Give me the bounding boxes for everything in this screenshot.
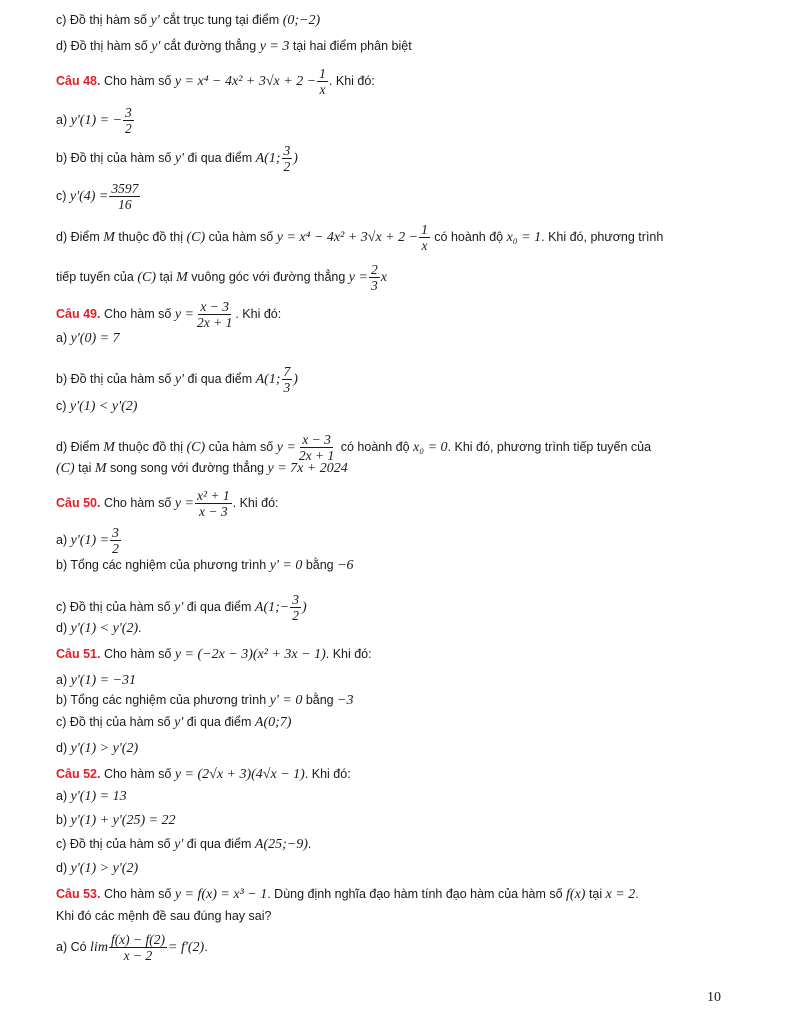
text-segment: c) Đồ thị của hàm số [56,837,175,851]
numerator: 1 [421,222,428,237]
text-line [56,592,307,623]
math-expression: y'(0) = 7 [70,331,120,346]
text-segment: tại [74,461,95,475]
numerator: x² + 1 [196,488,230,503]
text-line [56,12,320,29]
math-expression: = f'(2) [168,939,205,955]
text-segment: của hàm số [205,439,277,454]
math-expression: y = x⁴ − 4x² + 3√x + 2 − [276,229,419,245]
question-number: Câu 50. [56,495,101,510]
question-number: Câu 51. [56,647,101,661]
question-number: Câu 52. [56,767,101,781]
denominator: 2 [125,121,132,136]
page-number: 10 [707,990,721,1005]
denominator: 2 [292,608,299,623]
text-line [56,105,135,136]
math-expression: (C) [56,461,75,476]
math-expression: y'(1) = [70,532,110,548]
text-segment: a) [56,673,71,687]
text-line [56,262,387,293]
text-segment: a) [56,789,71,803]
text-line [56,766,351,783]
text-segment: c) [56,188,70,203]
text-line [56,672,136,689]
math-expression: y = (−2x − 3)(x² + 3x − 1) [174,647,326,662]
math-expression: A(25;−9) [254,837,308,852]
text-line [56,908,271,924]
math-expression: −6 [337,558,354,573]
text-segment: tại [585,887,606,901]
text-segment: vuông góc với đường thẳng [187,269,349,284]
fraction [109,932,167,963]
text-line [56,557,354,574]
text-segment: b) Đồ thị của hàm số [56,371,175,386]
text-segment: Cho hàm số [100,887,175,901]
math-expression: y = f(x) = x³ − 1 [174,887,268,902]
text-line [56,886,639,903]
text-segment: . [635,887,639,901]
math-expression: y'(1) = −31 [70,673,137,688]
text-segment: c) Đồ thị hàm số [56,13,151,27]
math-expression: y'(1) = 13 [70,789,127,804]
denominator: 3 [283,380,291,395]
math-expression: lim [90,939,108,955]
numerator: 3 [283,143,291,158]
math-expression: ) [301,599,307,615]
math-expression: M [103,229,115,245]
text-segment: . Khi đó: [235,306,282,321]
text-segment: d) [56,741,71,755]
text-line [56,714,291,731]
text-line [56,460,348,477]
text-segment: thuộc đồ thị [114,229,187,244]
text-segment: Khi đó các mệnh đề sau đúng hay sai? [56,909,272,923]
denominator: x − 3 [199,504,228,519]
math-expression: −3 [337,693,354,708]
fraction [297,432,336,463]
numerator: 3 [112,525,119,540]
denominator: 16 [118,197,132,212]
math-expression: y' [174,715,184,730]
text-segment: bằng [302,693,338,707]
text-segment: c) [56,399,70,413]
math-expression: M [94,461,107,476]
text-segment: tiếp tuyến của [56,269,138,284]
text-segment: bằng [302,558,338,572]
fraction [282,143,293,174]
numerator: 3 [292,592,299,607]
math-expression: y'(1) < y'(2) [70,621,139,636]
math-expression: x = 2 [605,887,636,902]
text-segment: . [138,621,142,635]
text-segment: đi qua điểm [184,371,256,386]
fraction [317,66,328,97]
math-expression: A(1; [255,371,281,387]
text-line [56,812,176,829]
math-expression: y = [174,306,194,322]
numerator: x − 3 [200,299,229,314]
text-segment: . Khi đó, phương trình tiếp tuyến của [447,439,652,454]
text-segment: . Khi đó, phương trình [541,229,664,244]
math-expression: ) [293,150,298,166]
text-segment: a) Có [56,939,91,954]
text-line [56,222,663,253]
text-segment: . Khi đó: [328,73,375,88]
text-segment: d) Điểm [56,229,104,244]
text-segment: b) Tổng các nghiệm của phương trình [56,558,270,572]
text-segment: có hoành độ [430,229,507,244]
math-expression: y'(1) = − [70,112,123,128]
text-line [56,788,127,805]
math-expression: (C) [137,269,156,285]
text-segment: a) [56,112,71,127]
math-expression: (C) [186,229,206,245]
math-expression: y = [348,269,368,285]
fraction [282,364,293,395]
text-line [56,932,208,963]
math-expression: y = (2√x + 3)(4√x − 1) [174,767,305,782]
text-segment: . [204,939,208,954]
text-segment: đi qua điểm [183,599,255,614]
text-line [56,488,279,519]
text-segment: . [307,837,312,851]
text-segment: đi qua điểm [183,715,255,729]
math-expression: y'(4) = [69,188,109,204]
text-segment: a) [56,532,71,547]
text-segment: b) Đồ thị của hàm số [56,150,175,165]
fraction [419,222,430,253]
math-expression: y = [276,439,296,455]
text-segment: tại [155,269,177,284]
text-segment: tại hai điểm phân biệt [289,39,412,53]
text-segment: d) Đồ thị hàm số [56,39,152,53]
math-expression: M [176,269,188,285]
denominator: x [421,238,428,253]
text-segment: a) [56,331,71,345]
math-expression: y' [151,39,161,54]
text-line [56,38,412,55]
math-expression: y' [150,13,160,28]
text-line [56,143,298,174]
math-expression: x [380,269,387,285]
math-expression: y' [174,837,184,852]
denominator: x [319,82,326,97]
math-expression: A(0;7) [254,715,292,730]
math-expression: y'(1) < y'(2) [69,399,138,414]
numerator: 7 [283,364,291,379]
math-expression: y' [174,150,185,166]
text-segment: cắt đường thẳng [160,39,260,53]
text-segment: Cho hàm số [100,767,175,781]
text-segment: . Khi đó: [325,647,372,661]
math-expression: f(x) [566,887,586,902]
text-line [56,525,122,556]
question-number: Câu 48. [56,73,101,88]
text-segment: Cho hàm số [100,73,175,88]
math-expression: A(1; [255,150,281,166]
text-segment: d) [56,621,71,635]
text-line [56,330,120,347]
text-segment: c) Đồ thị của hàm số [56,715,175,729]
math-expression: y' = 0 [269,693,303,708]
fraction [195,299,234,330]
fraction [109,181,140,212]
text-line [56,740,138,757]
text-segment: của hàm số [205,229,277,244]
text-segment: . Dùng định nghĩa đạo hàm tính đạo hàm của hàm số [267,887,567,901]
text-line [56,181,141,212]
text-segment: có hoành độ [337,439,414,454]
fraction [290,592,301,623]
numerator: 2 [370,262,378,277]
math-expression: (0;−2) [282,13,321,28]
math-expression: y' = 0 [269,558,303,573]
text-line [56,364,298,395]
math-expression: y = 3 [259,39,290,54]
text-line [56,620,142,637]
text-segment: d) Điểm [56,439,104,454]
numerator: x − 3 [302,432,331,447]
fraction [195,488,232,519]
text-segment: cắt trục tung tại điểm [159,13,283,27]
math-expression: y = 7x + 2024 [267,461,348,476]
math-expression: A(1;− [254,599,290,615]
text-segment: đi qua điểm [183,837,255,851]
text-line [56,692,354,709]
text-segment: song song với đường thẳng [106,461,268,475]
numerator: 3597 [111,181,139,196]
text-segment: b) [56,813,71,827]
math-expression: ) [293,371,298,387]
math-expression: y'(1) + y'(25) = 22 [70,813,176,828]
math-expression: y' [174,599,184,615]
math-expression: y = [174,495,194,511]
numerator: 1 [319,66,326,81]
math-expression: y'(1) > y'(2) [70,741,139,756]
text-line [56,432,651,463]
fraction [110,525,121,556]
text-segment: thuộc đồ thị [114,439,187,454]
text-line [56,860,138,877]
math-expression: y = x⁴ − 4x² + 3√x + 2 − [174,73,317,89]
math-expression: x₀ = 0 [413,439,448,455]
text-segment: b) Tổng các nghiệm của phương trình [56,693,270,707]
denominator: 2x + 1 [298,448,335,463]
text-line [56,66,375,97]
math-expression: M [103,439,115,455]
text-segment: . Khi đó: [304,767,351,781]
text-line [56,398,137,415]
text-segment: Cho hàm số [100,306,175,321]
math-expression: y' [174,371,185,387]
denominator: 3 [370,278,378,293]
math-expression: x₀ = 1 [506,229,542,245]
text-line [56,836,311,853]
denominator: 2 [283,159,291,174]
question-number: Câu 49. [56,306,101,321]
numerator: f(x) − f(2) [110,932,166,947]
fraction [369,262,380,293]
math-expression: (C) [186,439,206,455]
numerator: 3 [125,105,132,120]
math-expression: y'(1) > y'(2) [70,861,139,876]
question-number: Câu 53. [56,887,101,901]
text-segment: đi qua điểm [184,150,256,165]
text-segment: d) [56,861,71,875]
text-line [56,299,281,330]
denominator: 2x + 1 [196,315,233,330]
text-segment: Cho hàm số [100,647,175,661]
text-segment: c) Đồ thị của hàm số [56,599,175,614]
text-segment: . Khi đó: [232,495,279,510]
text-segment: Cho hàm số [100,495,175,510]
text-line [56,646,372,663]
fraction [123,105,134,136]
denominator: x − 2 [123,948,153,963]
denominator: 2 [112,541,119,556]
